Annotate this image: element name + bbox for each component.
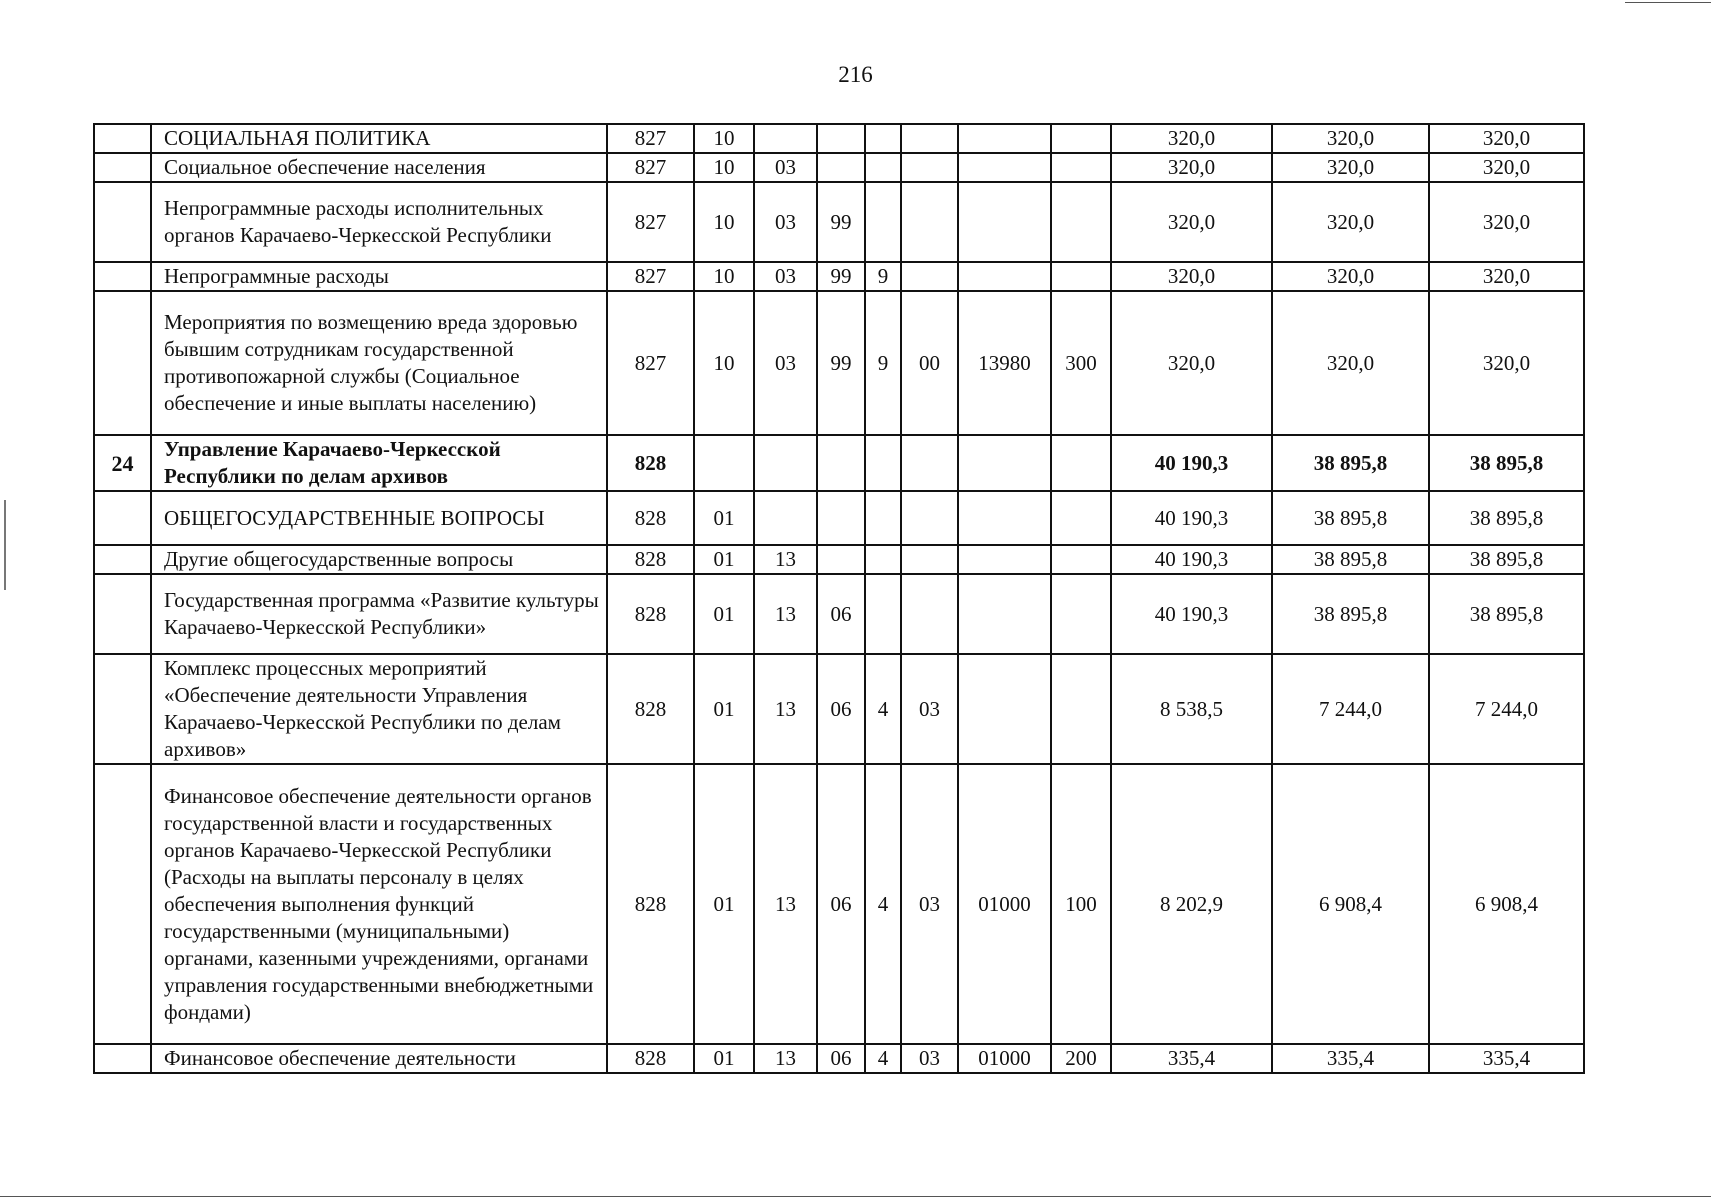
code-event-cell — [901, 262, 958, 291]
code-subprogram-cell — [865, 435, 901, 491]
code-direction-cell — [958, 153, 1051, 182]
code-subprogram-cell — [865, 545, 901, 574]
code-ministry-cell: 828 — [607, 491, 694, 545]
code-direction-cell — [958, 262, 1051, 291]
amount-year-1-cell: 320,0 — [1111, 291, 1272, 435]
code-expense-type-cell — [1051, 124, 1111, 153]
item-name-cell: Другие общегосударственные вопросы — [151, 545, 607, 574]
table-row — [94, 545, 1584, 574]
code-ministry-cell: 828 — [607, 1044, 694, 1073]
amount-year-2-cell: 7 244,0 — [1272, 654, 1429, 764]
code-section-cell: 01 — [694, 545, 754, 574]
amount-year-3-cell: 38 895,8 — [1429, 491, 1584, 545]
table-row — [94, 435, 1584, 491]
amount-year-3-cell: 320,0 — [1429, 291, 1584, 435]
code-section-cell: 10 — [694, 182, 754, 262]
code-direction-cell — [958, 182, 1051, 262]
code-event-cell: 03 — [901, 764, 958, 1044]
code-ministry-cell: 827 — [607, 124, 694, 153]
amount-year-2-cell: 320,0 — [1272, 262, 1429, 291]
table-row — [94, 574, 1584, 654]
code-ministry-cell: 828 — [607, 435, 694, 491]
amount-year-2-cell: 6 908,4 — [1272, 764, 1429, 1044]
table-row — [94, 124, 1584, 153]
code-event-cell — [901, 182, 958, 262]
amount-year-2-cell: 38 895,8 — [1272, 491, 1429, 545]
amount-year-2-cell: 38 895,8 — [1272, 435, 1429, 491]
scan-rule-bottom — [0, 1196, 1711, 1197]
code-direction-cell — [958, 435, 1051, 491]
item-name-cell: Комплекс процессных мероприятий «Обеспечение деятельности Управления Карачаево-Черкесской Республики по делам архивов» — [151, 654, 607, 764]
code-section-cell: 01 — [694, 1044, 754, 1073]
code-direction-cell — [958, 491, 1051, 545]
amount-year-2-cell: 38 895,8 — [1272, 574, 1429, 654]
code-ministry-cell: 828 — [607, 574, 694, 654]
row-index-cell — [94, 182, 151, 262]
code-section-cell: 10 — [694, 153, 754, 182]
code-expense-type-cell — [1051, 182, 1111, 262]
item-name-cell: СОЦИАЛЬНАЯ ПОЛИТИКА — [151, 124, 607, 153]
code-expense-type-cell — [1051, 654, 1111, 764]
amount-year-1-cell: 40 190,3 — [1111, 491, 1272, 545]
table-row — [94, 491, 1584, 545]
code-expense-type-cell — [1051, 491, 1111, 545]
amount-year-1-cell: 320,0 — [1111, 153, 1272, 182]
code-section-cell: 10 — [694, 291, 754, 435]
code-expense-type-cell: 100 — [1051, 764, 1111, 1044]
code-event-cell — [901, 435, 958, 491]
row-index-cell: 24 — [94, 435, 151, 491]
code-direction-cell — [958, 574, 1051, 654]
code-program-cell — [817, 435, 865, 491]
amount-year-3-cell: 335,4 — [1429, 1044, 1584, 1073]
amount-year-1-cell: 40 190,3 — [1111, 435, 1272, 491]
code-direction-cell — [958, 545, 1051, 574]
row-index-cell — [94, 764, 151, 1044]
code-program-cell — [817, 124, 865, 153]
scan-rule-top-right — [1625, 2, 1711, 3]
code-subprogram-cell — [865, 124, 901, 153]
amount-year-1-cell: 8 538,5 — [1111, 654, 1272, 764]
page-number: 216 — [838, 62, 873, 87]
item-name-cell: ОБЩЕГОСУДАРСТВЕННЫЕ ВОПРОСЫ — [151, 491, 607, 545]
code-subsection-cell: 03 — [754, 291, 817, 435]
code-expense-type-cell — [1051, 435, 1111, 491]
amount-year-2-cell: 320,0 — [1272, 291, 1429, 435]
code-subprogram-cell — [865, 182, 901, 262]
code-section-cell: 01 — [694, 654, 754, 764]
amount-year-2-cell: 320,0 — [1272, 153, 1429, 182]
row-index-cell — [94, 545, 151, 574]
amount-year-3-cell: 320,0 — [1429, 153, 1584, 182]
table-row — [94, 262, 1584, 291]
code-subsection-cell: 13 — [754, 545, 817, 574]
code-program-cell: 99 — [817, 291, 865, 435]
code-ministry-cell: 827 — [607, 262, 694, 291]
budget-table — [93, 123, 1585, 1074]
code-program-cell: 99 — [817, 262, 865, 291]
code-direction-cell — [958, 654, 1051, 764]
code-event-cell — [901, 491, 958, 545]
code-subsection-cell: 13 — [754, 654, 817, 764]
amount-year-1-cell: 8 202,9 — [1111, 764, 1272, 1044]
code-direction-cell: 13980 — [958, 291, 1051, 435]
code-ministry-cell: 827 — [607, 153, 694, 182]
table-row — [94, 182, 1584, 262]
code-direction-cell: 01000 — [958, 764, 1051, 1044]
code-program-cell: 06 — [817, 764, 865, 1044]
code-subprogram-cell: 9 — [865, 262, 901, 291]
code-subsection-cell: 13 — [754, 764, 817, 1044]
row-index-cell — [94, 491, 151, 545]
code-subprogram-cell: 4 — [865, 764, 901, 1044]
amount-year-2-cell: 320,0 — [1272, 182, 1429, 262]
code-subsection-cell: 13 — [754, 574, 817, 654]
amount-year-3-cell: 320,0 — [1429, 124, 1584, 153]
code-ministry-cell: 827 — [607, 291, 694, 435]
code-subsection-cell: 03 — [754, 153, 817, 182]
table-body — [94, 124, 1584, 1073]
amount-year-1-cell: 320,0 — [1111, 182, 1272, 262]
code-subsection-cell: 03 — [754, 182, 817, 262]
code-direction-cell: 01000 — [958, 1044, 1051, 1073]
code-event-cell — [901, 545, 958, 574]
code-expense-type-cell — [1051, 574, 1111, 654]
row-index-cell — [94, 153, 151, 182]
item-name-cell: Финансовое обеспечение деятельности — [151, 1044, 607, 1073]
scan-edge-mark — [4, 500, 6, 590]
code-ministry-cell: 828 — [607, 654, 694, 764]
code-section-cell: 10 — [694, 124, 754, 153]
code-subprogram-cell: 4 — [865, 654, 901, 764]
amount-year-2-cell: 320,0 — [1272, 124, 1429, 153]
table-row — [94, 654, 1584, 764]
code-subsection-cell: 13 — [754, 1044, 817, 1073]
amount-year-3-cell: 38 895,8 — [1429, 435, 1584, 491]
table-row — [94, 291, 1584, 435]
amount-year-1-cell: 335,4 — [1111, 1044, 1272, 1073]
amount-year-3-cell: 38 895,8 — [1429, 574, 1584, 654]
code-subprogram-cell: 4 — [865, 1044, 901, 1073]
amount-year-2-cell: 38 895,8 — [1272, 545, 1429, 574]
item-name-cell: Мероприятия по возмещению вреда здоровью бывшим сотрудникам государственной противопожарной службы (Социальное обеспечение и иные выплаты населению) — [151, 291, 607, 435]
row-index-cell — [94, 124, 151, 153]
code-expense-type-cell: 300 — [1051, 291, 1111, 435]
amount-year-3-cell: 38 895,8 — [1429, 545, 1584, 574]
amount-year-3-cell: 6 908,4 — [1429, 764, 1584, 1044]
code-ministry-cell: 828 — [607, 545, 694, 574]
row-index-cell — [94, 291, 151, 435]
code-subsection-cell: 03 — [754, 262, 817, 291]
code-expense-type-cell: 200 — [1051, 1044, 1111, 1073]
code-section-cell — [694, 435, 754, 491]
row-index-cell — [94, 654, 151, 764]
code-program-cell: 06 — [817, 1044, 865, 1073]
item-name-cell: Социальное обеспечение населения — [151, 153, 607, 182]
code-program-cell — [817, 153, 865, 182]
table-row — [94, 153, 1584, 182]
code-subprogram-cell — [865, 491, 901, 545]
code-event-cell — [901, 574, 958, 654]
code-subprogram-cell — [865, 153, 901, 182]
code-program-cell — [817, 491, 865, 545]
item-name-cell: Управление Карачаево-Черкесской Республики по делам архивов — [151, 435, 607, 491]
code-subsection-cell — [754, 435, 817, 491]
code-program-cell: 99 — [817, 182, 865, 262]
code-program-cell: 06 — [817, 654, 865, 764]
table-row — [94, 764, 1584, 1044]
amount-year-3-cell: 7 244,0 — [1429, 654, 1584, 764]
amount-year-1-cell: 40 190,3 — [1111, 574, 1272, 654]
code-subprogram-cell: 9 — [865, 291, 901, 435]
row-index-cell — [94, 1044, 151, 1073]
item-name-cell: Непрограммные расходы — [151, 262, 607, 291]
code-subprogram-cell — [865, 574, 901, 654]
item-name-cell: Финансовое обеспечение деятельности органов государственной власти и государственных органов Карачаево-Черкесской Республики (Расходы на выплаты персоналу в целях обеспечения выполнения функций государственными (муниципальными) органами, казенными учреждениями, органами управления государственными внебюджетными фондами) — [151, 764, 607, 1044]
code-section-cell: 10 — [694, 262, 754, 291]
code-event-cell — [901, 124, 958, 153]
row-index-cell — [94, 574, 151, 654]
code-expense-type-cell — [1051, 262, 1111, 291]
code-program-cell: 06 — [817, 574, 865, 654]
item-name-cell: Непрограммные расходы исполнительных органов Карачаево-Черкесской Республики — [151, 182, 607, 262]
code-subsection-cell — [754, 124, 817, 153]
table-row — [94, 1044, 1584, 1073]
item-name-cell: Государственная программа «Развитие культуры Карачаево-Черкесской Республики» — [151, 574, 607, 654]
code-ministry-cell: 828 — [607, 764, 694, 1044]
code-event-cell: 03 — [901, 654, 958, 764]
code-event-cell: 03 — [901, 1044, 958, 1073]
row-index-cell — [94, 262, 151, 291]
code-subsection-cell — [754, 491, 817, 545]
code-expense-type-cell — [1051, 153, 1111, 182]
amount-year-3-cell: 320,0 — [1429, 182, 1584, 262]
amount-year-1-cell: 320,0 — [1111, 124, 1272, 153]
code-ministry-cell: 827 — [607, 182, 694, 262]
code-section-cell: 01 — [694, 764, 754, 1044]
code-direction-cell — [958, 124, 1051, 153]
code-section-cell: 01 — [694, 574, 754, 654]
code-event-cell: 00 — [901, 291, 958, 435]
amount-year-3-cell: 320,0 — [1429, 262, 1584, 291]
amount-year-1-cell: 320,0 — [1111, 262, 1272, 291]
code-program-cell — [817, 545, 865, 574]
amount-year-1-cell: 40 190,3 — [1111, 545, 1272, 574]
code-event-cell — [901, 153, 958, 182]
amount-year-2-cell: 335,4 — [1272, 1044, 1429, 1073]
code-section-cell: 01 — [694, 491, 754, 545]
code-expense-type-cell — [1051, 545, 1111, 574]
